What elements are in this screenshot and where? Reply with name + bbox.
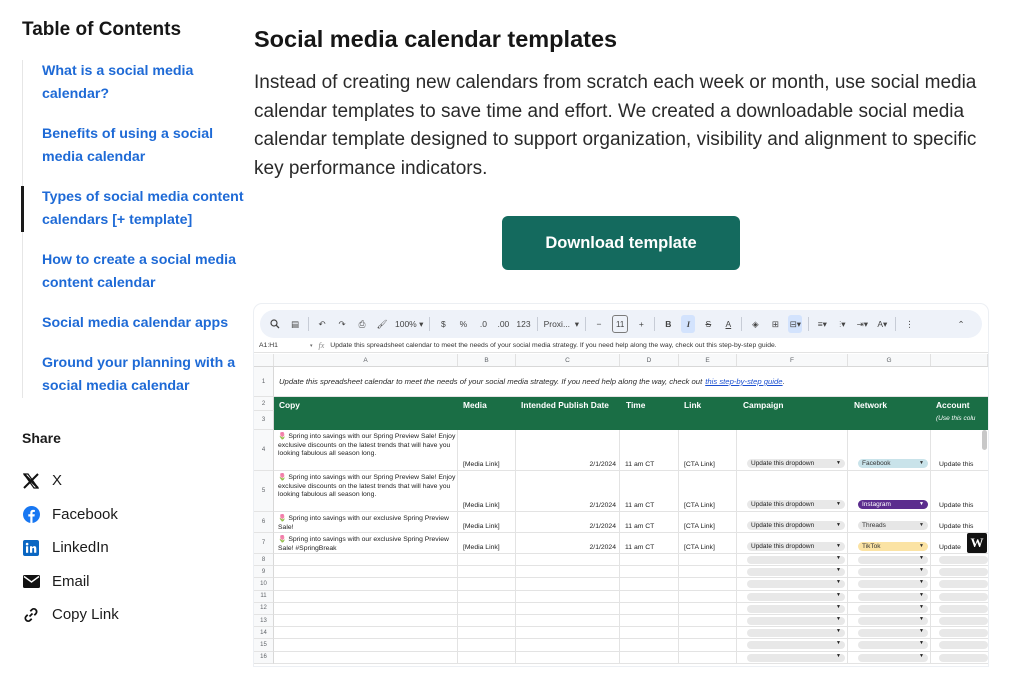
network-dropdown: ▼: [858, 605, 928, 613]
sheet-toolbar: [260, 310, 982, 338]
formula-text: Update this spreadsheet calendar to meet the needs of your social media strategy. If you need help along the way, check out this step-by-step guide.: [330, 342, 777, 349]
share-email[interactable]: Email: [22, 565, 119, 599]
empty-row: [274, 603, 988, 615]
download-template-button[interactable]: Download template: [502, 216, 740, 270]
row-number: 15: [254, 639, 274, 651]
row-number: 14: [254, 627, 274, 639]
row-number: 12: [254, 603, 274, 615]
network-dropdown: ▼: [858, 629, 928, 637]
time-cell: 11 am CT: [625, 502, 655, 509]
increase-decimal: .00: [497, 319, 510, 329]
empty-row: [274, 554, 988, 566]
empty-row: [274, 615, 988, 627]
menus-icon: ▤: [290, 318, 300, 329]
network-dropdown: ▼: [858, 568, 928, 576]
campaign-dropdown: ▼: [747, 605, 845, 613]
campaign-dropdown: ▼: [747, 654, 845, 662]
row-number: 13: [254, 615, 274, 627]
instruction-row: Update this spreadsheet calendar to meet the needs of your social media strategy. If you need help along the way, check out this step-by-step guide .: [274, 367, 988, 397]
italic-icon: I: [681, 315, 695, 333]
empty-row: [274, 639, 988, 651]
account-dropdown: [939, 580, 988, 588]
row-number: 7: [254, 533, 274, 554]
campaign-dropdown: Update this dropdown ▼: [747, 542, 845, 551]
account-dropdown: [939, 556, 988, 564]
column-headers: A B C D E F G: [254, 354, 988, 367]
account-dropdown: [939, 568, 988, 576]
currency-format: $: [441, 319, 446, 329]
percent-format: %: [459, 319, 468, 329]
fill-color-icon: ◈: [752, 318, 759, 329]
font-size-decrease: −: [596, 319, 602, 329]
print-icon: ⎙: [358, 318, 366, 329]
account-dropdown: [939, 654, 988, 662]
account-cell: Update this: [939, 502, 974, 509]
fx-icon: fx: [318, 341, 325, 350]
chevron-up-icon: ⌃: [957, 318, 965, 329]
paint-format-icon: 🖌: [376, 318, 388, 329]
cell-reference: A1:H1: [259, 342, 278, 349]
table-row: [274, 533, 988, 554]
account-cell: Update this: [939, 523, 974, 530]
campaign-dropdown: ▼: [747, 580, 845, 588]
media-cell: [Media Link]: [463, 502, 500, 509]
empty-row: [274, 652, 988, 664]
copy-cell: 🌷 Spring into savings with our Spring Preview Sale! Enjoy exclusive discounts on the latest trends that will have you looking fabulous all season long.: [278, 474, 456, 498]
campaign-dropdown: ▼: [747, 568, 845, 576]
more-icon: ⋮: [905, 318, 914, 329]
media-cell: [Media Link]: [463, 461, 500, 468]
account-cell: Update this: [939, 461, 974, 468]
share-x[interactable]: X: [22, 464, 119, 498]
chevron-down-icon: ▾: [310, 342, 313, 349]
search-icon: [268, 315, 282, 333]
formula-bar: [254, 339, 988, 353]
campaign-dropdown: Update this dropdown ▼: [747, 521, 845, 530]
network-dropdown: ▼: [858, 617, 928, 625]
table-row: [274, 430, 988, 471]
bold-icon: B: [665, 319, 672, 329]
network-dropdown: ▼: [858, 580, 928, 588]
empty-row: [274, 627, 988, 639]
campaign-dropdown: ▼: [747, 556, 845, 564]
link-cell: [CTA Link]: [684, 502, 715, 509]
campaign-dropdown: ▼: [747, 629, 845, 637]
time-cell: 11 am CT: [625, 544, 655, 551]
empty-row: [274, 591, 988, 603]
section-paragraph: Instead of creating new calendars from scratch each week or month, use social media calendar templates to save time and effort. We created a downloadable social media calendar template designed to support organization, visibility and alignment to specific key performance indicators.: [254, 72, 977, 179]
copy-cell: 🌷 Spring into savings with our Spring Preview Sale! Enjoy exclusive discounts on the latest trends that will have you looking fabulous all season long.: [278, 433, 456, 457]
campaign-dropdown: Update this dropdown ▼: [747, 459, 845, 468]
network-dropdown: ▼: [858, 654, 928, 662]
align-icon: ≡▾: [817, 318, 827, 329]
undo-icon: ↶: [318, 318, 326, 329]
share-linkedin[interactable]: LinkedIn: [22, 531, 119, 565]
share-facebook[interactable]: Facebook: [22, 498, 119, 532]
link-cell: [CTA Link]: [684, 523, 715, 530]
row-number: 4: [254, 430, 274, 471]
table-row: [274, 471, 988, 512]
redo-icon: ↷: [338, 318, 346, 329]
network-dropdown: ▼: [858, 556, 928, 564]
account-cell: Update: [939, 544, 961, 551]
account-dropdown: [939, 593, 988, 601]
merge-cells-icon: ⊟▾: [788, 315, 802, 333]
font-size-increase: +: [638, 319, 644, 329]
decrease-decimal: .0: [479, 319, 487, 329]
date-cell: 2/1/2024: [589, 544, 616, 551]
share-copy-link[interactable]: Copy Link: [22, 598, 119, 632]
toc-item-what-is[interactable]: What is a social media calendar?: [42, 63, 194, 102]
time-cell: 11 am CT: [625, 523, 655, 530]
sheet-scrollbar: [982, 430, 987, 450]
empty-row: [274, 578, 988, 590]
toc-item-how-to[interactable]: How to create a social media content calendar: [42, 252, 236, 291]
network-chip: TikTok ▼: [858, 542, 928, 551]
campaign-dropdown: ▼: [747, 641, 845, 649]
toc-item-types[interactable]: Types of social media content calendars [+ template]: [21, 186, 247, 232]
strikethrough-icon: S: [705, 319, 712, 329]
campaign-dropdown: Update this dropdown ▼: [747, 500, 845, 509]
account-dropdown: [939, 605, 988, 613]
row-number: 10: [254, 578, 274, 590]
media-cell: [Media Link]: [463, 523, 500, 530]
toc-list: [22, 60, 247, 398]
spreadsheet-preview: ▤ ↶ ↷ ⎙ 🖌 100% ▾ $ % .0 .00 123 Proxi... ▾ − 11 + B I S A ◈ ⊞ ⊟▾ ≡▾ ⫶▾ ⇥▾ A▾ ⋮ ⌃ A1:H1 ▾ fx Update this spreadsheet calendar to meet the needs of your social media strategy. If you need help along the way, check out this step-by-step guide. A B C D E F G 1 2 3 Update this spreadsheet calendar to meet the needs of your social media strategy. If you need help along the way, check out this step-by-step guide . Copy Media Intended Publish Date Time Link Campaign Network Account (Use this colu 4 🌷 Spring into savings with our Spring Preview Sale! Enjoy exclusive discounts on the latest trends that will have you looking fabulous all season long. [Media Link] 2/1/2024 11 am CT [CTA Link] Update this dropdown ▼ Facebook ▼ Update this 5 🌷 Spring into savings with our Spring Preview Sale! Enjoy exclusive discounts on the latest trends that will have you looking fabulous all season long. [Media Link] 2/1/2024 11 am CT [CTA Link] Update this dropdown ▼ Instagram ▼ Update this 6 🌷 Spring into savings with our exclusive Spring Preview Sale! [Media Link] 2/1/2024 11 am CT [CTA Link] Update this dropdown ▼ Threads ▼ Update this 7 🌷 Spring into savings with our exclusive Spring Preview Sale! #SpringBreak [Media Link] 2/1/2024 11 am CT [CTA Link] Update this dropdown ▼ TikTok ▼ Update 8 ▼ ▼ 9 ▼ ▼ 10 ▼ ▼ 11 ▼ ▼ 12 ▼ ▼ 13 ▼ ▼ 14 ▼ ▼ 15 ▼ ▼ 16 ▼ ▼: [254, 304, 988, 666]
copy-cell: 🌷 Spring into savings with our exclusive Spring Preview Sale! #SpringBreak: [278, 536, 449, 552]
network-chip: Facebook ▼: [858, 459, 928, 468]
network-chip: Instagram ▼: [858, 500, 928, 509]
row-number: 8: [254, 554, 274, 566]
copy-cell: 🌷 Spring into savings with our exclusive Spring Preview Sale!: [278, 515, 449, 531]
date-cell: 2/1/2024: [589, 523, 616, 530]
table-row: [274, 512, 988, 533]
row-number: 16: [254, 652, 274, 664]
w-badge-icon: W: [967, 533, 987, 553]
toc-item-benefits[interactable]: Benefits of using a social media calendar: [42, 126, 214, 165]
number-format: 123: [516, 319, 531, 329]
time-cell: 11 am CT: [625, 461, 655, 468]
network-chip: Threads ▼: [858, 521, 928, 530]
sheet-header-row: Copy Media Intended Publish Date Time Link Campaign Network Account (Use this colu: [274, 397, 988, 430]
text-color-icon: A: [725, 319, 732, 329]
font-select: Proxi... ▾: [543, 318, 580, 329]
link-cell: [CTA Link]: [684, 461, 715, 468]
wrap-icon: ⇥▾: [856, 318, 869, 329]
linkedin-icon: [22, 539, 40, 557]
link-icon: [22, 606, 40, 624]
share-list: [22, 464, 119, 632]
account-dropdown: [939, 629, 988, 637]
zoom-select: 100% ▾: [395, 318, 424, 329]
network-dropdown: ▼: [858, 593, 928, 601]
font-size-field: 11: [612, 315, 628, 333]
campaign-dropdown: ▼: [747, 617, 845, 625]
step-by-step-guide-link: this step-by-step guide: [705, 377, 783, 386]
network-dropdown: ▼: [858, 641, 928, 649]
campaign-dropdown: ▼: [747, 593, 845, 601]
toc-title: Table of Contents: [22, 19, 182, 40]
row-number: 9: [254, 566, 274, 578]
email-icon: [22, 572, 40, 590]
account-dropdown: [939, 641, 988, 649]
row-number: 6: [254, 512, 274, 533]
borders-icon: ⊞: [771, 318, 779, 329]
date-cell: 2/1/2024: [589, 502, 616, 509]
empty-row: [274, 566, 988, 578]
row-number: 5: [254, 471, 274, 512]
valign-icon: ⫶▾: [839, 318, 846, 329]
section-title: Social media calendar templates: [254, 26, 618, 52]
toc-item-apps[interactable]: Social media calendar apps: [42, 315, 229, 331]
link-cell: [CTA Link]: [684, 544, 715, 551]
facebook-icon: [22, 505, 40, 523]
x-logo-icon: [22, 472, 40, 490]
share-title: Share: [22, 430, 61, 446]
toc-item-ground[interactable]: Ground your planning with a social media calendar: [42, 355, 236, 394]
account-dropdown: [939, 617, 988, 625]
rotate-icon: A▾: [877, 318, 888, 329]
row-number: 11: [254, 591, 274, 603]
media-cell: [Media Link]: [463, 544, 500, 551]
date-cell: 2/1/2024: [589, 461, 616, 468]
